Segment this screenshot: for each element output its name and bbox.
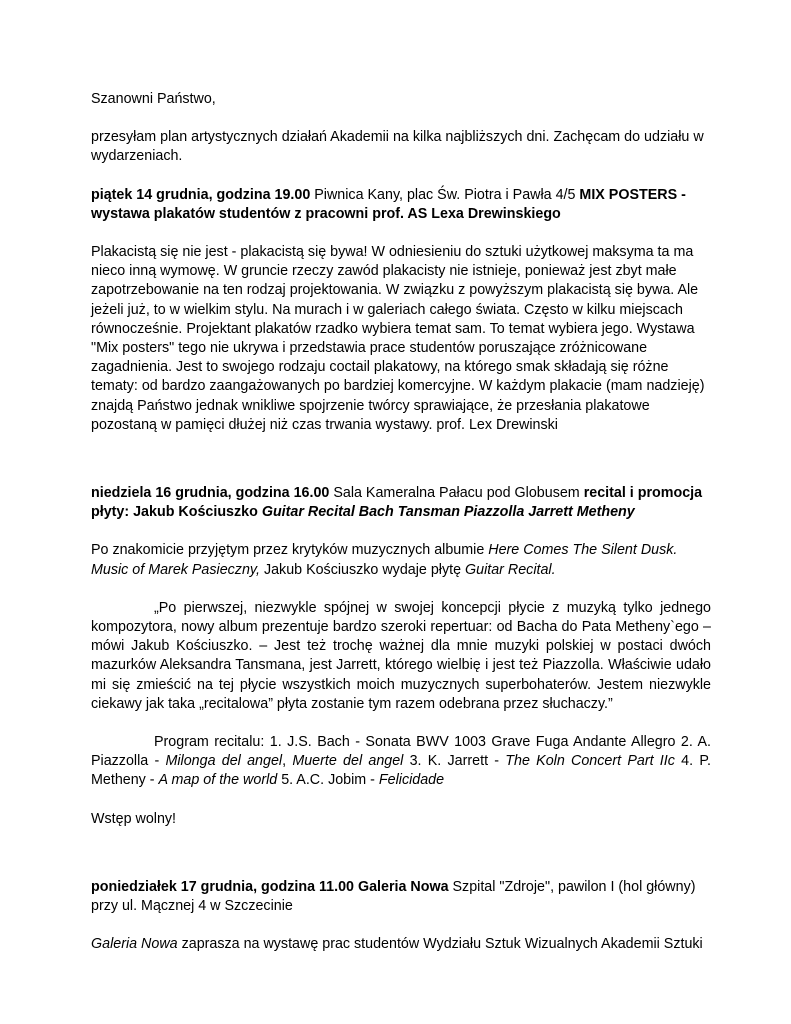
event2-date: niedziela 16 grudnia, godzina 16.00: [91, 485, 330, 502]
intro-paragraph: przesyłam plan artystycznych działań Akademii na kilka najbliższych dni. Zachęcam do udziału w wydarzeniach.: [91, 129, 704, 165]
event3-date: poniedziałek 17 grudnia, godzina 11.00 Galeria Nowa: [91, 878, 449, 895]
event2-new-album: Guitar Recital.: [465, 561, 556, 578]
event2-venue: Sala Kameralna Pałacu pod Globusem: [329, 485, 584, 502]
event1-venue: Piwnica Kany, plac Św. Piotra i Pawła 4/5: [310, 186, 580, 203]
program-text-2: ,: [282, 753, 293, 770]
event1-title: MIX POSTERS - wystawa plakatów studentów z pracowni prof. AS Lexa Drewinskiego: [91, 186, 686, 222]
event2-lead-text-2: Jakub Kościuszko wydaje płytę: [259, 561, 465, 578]
program-piece-5: Felicidade: [378, 772, 445, 789]
event2-entry-note: Wstęp wolny!: [91, 810, 177, 827]
event2-heading: [91, 484, 711, 522]
program-piece-4: A map of the world: [158, 772, 278, 789]
event2-quote: „Po pierwszej, niezwykle spójnej w swojej koncepcji płycie z muzyką tylko jednego kompozytora, nowy album prezentuje bardzo szeroki repertuar: od Bacha do Pata Metheny`ego – mówi Jakub Kościuszko. – Jest też trochę ważnej dla mnie muzyki polskiej w postaci dwóch mazurków Aleksandra Tansmana, jest Jarrett, którego wielbię i jest też Piazzolla. Właściwie udało mi się zmieścić na tej płycie wszystkich moich muzycznych superbohaterów. Jestem niezwykle ciekawy jak taka „recitalowa” płyta zostanie tym razem odebrana przez słuchaczy.”: [91, 599, 711, 712]
event2-lead: [91, 541, 711, 579]
event2-album-title: Guitar Recital Bach Tansman Piazzolla Jarrett Metheny: [261, 504, 635, 521]
program-text-4: 4. P. Metheny -: [91, 753, 711, 789]
program-piece-3: The Koln Concert Part IIc: [505, 753, 675, 770]
event2-title: recital i promocja płyty: Jakub Kościuszko: [91, 485, 703, 521]
event3-description: [91, 935, 711, 954]
program-text-3: 3. K. Jarrett -: [403, 753, 506, 770]
event1-description: Plakacistą się nie jest - plakacistą się bywa! W odniesieniu do sztuki użytkowej maksyma ta ma nieco inną wymowę. W gruncie rzeczy zawód plakacisty nie istnieje, ponieważ jest zbyt małe zapotrzebowanie na ten rodzaj projektowania. W związku z powyższym plakacistą się bywa. Ale jeżeli już, to w wielkim stylu. Na murach i w galeriach całego świata. Często w kilku miejscach równocześnie. Projektant plakatów rzadko wybiera temat sam. To temat wybiera jego. Wystawa "Mix posters" tego nie ukrywa i przedstawia prace studentów poruszające zróżnicowane zagadnienia. Jest to swojego rodzaju coctail plakatowy, na którego smak składają się różne tematy: od bardzo zaangażowanych po bardziej komercyjne. W każdym plakacie (mam nadzieję) znajdą Państwo jednak wnikliwe spojrzenie twórcy sprawiające, że przesłania plakatowe pozostaną w pamięci dłużej niż czas trwania wystawy. prof. Lex Drewinski: [91, 244, 705, 433]
program-piece-1: Milonga del angel: [165, 753, 283, 770]
greeting: Szanowni Państwo,: [91, 91, 216, 107]
program-text-5: 5. A.C. Jobim -: [277, 772, 379, 789]
event2-previous-album: Here Comes The Silent Dusk. Music of Marek Pasieczny,: [91, 542, 678, 578]
event1-date: piątek 14 grudnia, godzina 19.00: [91, 186, 311, 203]
program-text-1: Program recitalu: 1. J.S. Bach - Sonata BWV 1003 Grave Fuga Andante Allegro 2. A. Piazzolla -: [91, 734, 711, 770]
event3-gallery-name: Galeria Nowa: [91, 936, 178, 953]
event3-description-text: zaprasza na wystawę prac studentów Wydziału Sztuk Wizualnych Akademii Sztuki: [177, 936, 703, 953]
event3-venue: Szpital "Zdroje", pawilon I (hol główny) przy ul. Mącznej 4 w Szczecinie: [91, 878, 696, 915]
event2-lead-text: Po znakomicie przyjętym przez krytyków muzycznych albumie: [91, 542, 489, 559]
event2-program: [91, 733, 711, 791]
program-piece-2: Muerte del angel: [292, 753, 404, 770]
event3-heading: [91, 878, 711, 916]
event1-heading: [91, 186, 711, 224]
document-page: [91, 90, 711, 955]
